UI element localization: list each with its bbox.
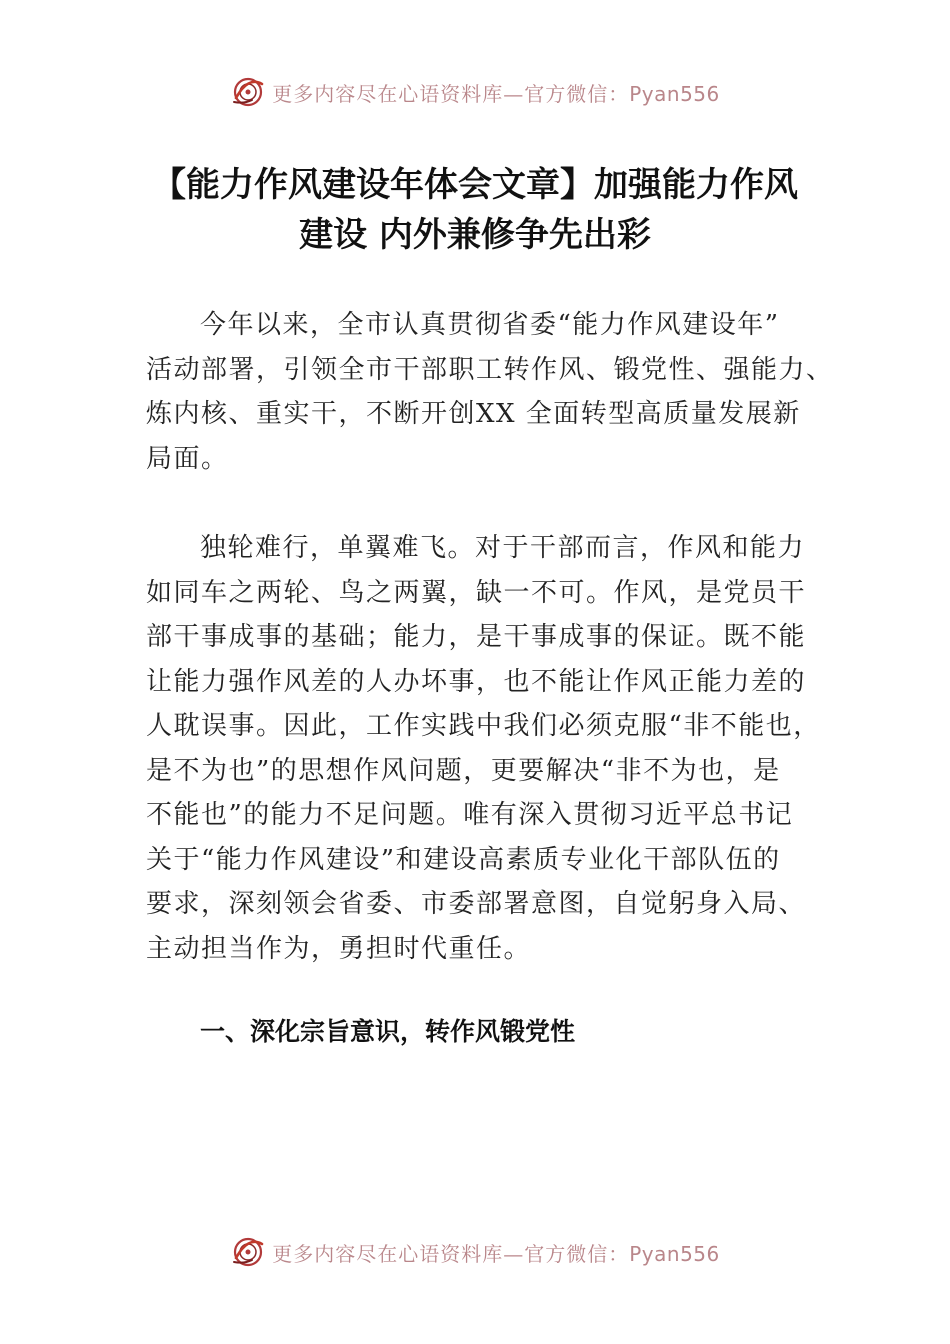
paragraph-1-line: 活动部署，引领全市干部职工转作风、锻党性、强能力、 xyxy=(146,354,834,385)
header-banner-label: 更多内容尽在心语资料库—官方微信： xyxy=(272,81,630,106)
paragraph-1-line: 今年以来，全市认真贯彻省委“能力作风建设年” xyxy=(200,310,780,340)
paragraph-1-line: 局面。 xyxy=(146,443,229,474)
paragraph-2-line: 是不为也”的思想作风问题，更要解决“非不为也，是 xyxy=(146,755,781,786)
footer-banner-content xyxy=(230,1234,720,1270)
paragraph-2-line: 要求，深刻领会省委、市委部署意图，自觉躬身入局、 xyxy=(146,889,807,919)
paragraph-2-line: 主动担当作为，勇担时代重任。 xyxy=(146,933,532,964)
paragraph-2-line: 人耽误事。因此，工作实践中我们必须克服“非不能也， xyxy=(146,711,821,741)
header-wechat-id: Pyan556 xyxy=(629,81,720,106)
document-title-line-2: 建设 内外兼修争先出彩 xyxy=(299,215,651,255)
header-banner xyxy=(0,72,950,112)
paragraph-2-line: 让能力强作风差的人办坏事，也不能让作风正能力差的 xyxy=(146,666,807,697)
paragraph-2-line: 部干事成事的基础；能力，是干事成事的保证。既不能 xyxy=(146,622,807,652)
logo-icon xyxy=(230,1234,266,1270)
paragraph-2 xyxy=(146,526,821,971)
section-heading: 一、深化宗旨意识，转作风锻党性 xyxy=(200,1017,576,1046)
logo-icon xyxy=(230,74,266,110)
header-banner-content xyxy=(230,74,720,110)
paragraph-2-line: 不能也”的能力不足问题。唯有深入贯彻习近平总书记 xyxy=(146,800,794,830)
paragraph-1-line: 炼内核、重实干，不断开创XX 全面转型高质量发展新 xyxy=(146,399,801,429)
document-title-line-1: 【能力作风建设年体会文章】加强能力作风 xyxy=(152,165,798,205)
document-title xyxy=(130,160,820,260)
paragraph-2-line: 关于“能力作风建设”和建设高素质专业化干部队伍的 xyxy=(146,844,781,875)
paragraph-1 xyxy=(146,303,834,481)
footer-banner xyxy=(0,1232,950,1272)
footer-wechat-id: Pyan556 xyxy=(629,1241,720,1266)
paragraph-2-line: 独轮难行，单翼难飞。对于干部而言，作风和能力 xyxy=(200,533,806,563)
footer-banner-text xyxy=(272,1238,720,1267)
paragraph-2-line: 如同车之两轮、鸟之两翼，缺一不可。作风，是党员干 xyxy=(146,577,807,608)
footer-banner-label: 更多内容尽在心语资料库—官方微信： xyxy=(272,1241,630,1266)
header-banner-text xyxy=(272,78,720,107)
